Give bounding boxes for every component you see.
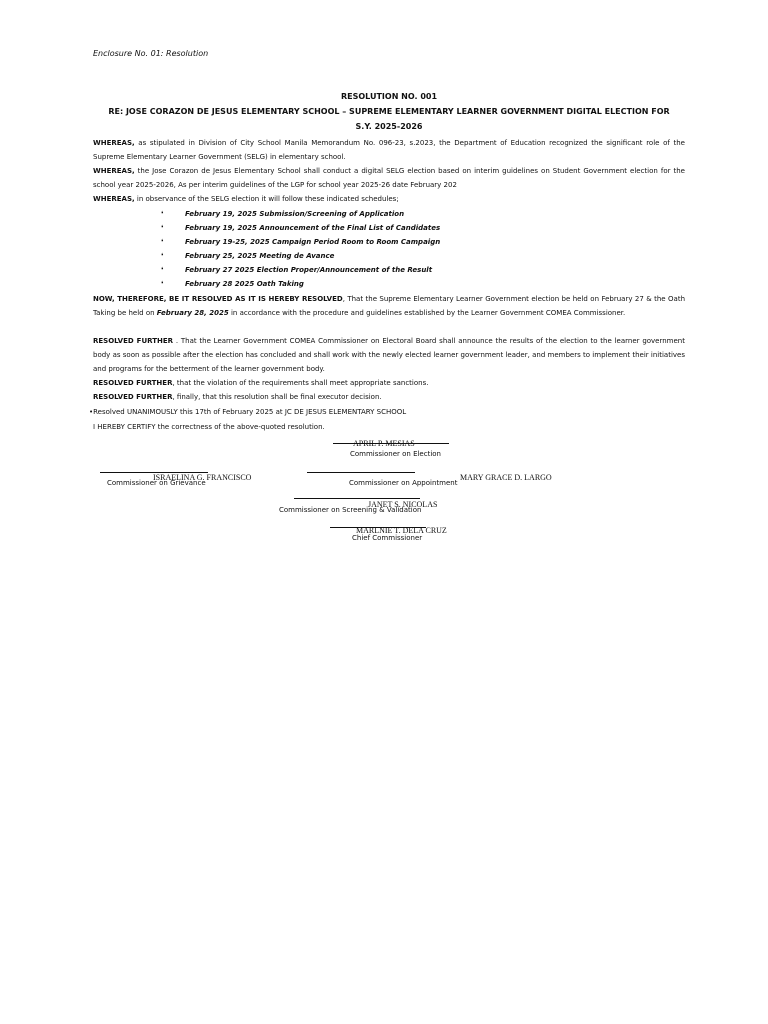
resolved-text: , finally, that this resolution shall be final executor decision.	[172, 393, 382, 401]
resolved-further-paragraph-3	[93, 390, 685, 404]
signatory-name: APRIL P. MESIAS	[353, 439, 415, 448]
resolution-school-year: S.Y. 2025-2026	[355, 122, 423, 131]
signatory-name: ISRAELINA G. FRANCISCO	[153, 473, 252, 482]
whereas-lead: WHEREAS,	[93, 195, 135, 203]
signatory-name: MARLNIE T. DELA CRUZ	[356, 526, 447, 535]
schedule-item-text: February 19-25, 2025 Campaign Period Room to Room Campaign	[185, 238, 441, 246]
whereas-paragraph-3	[93, 192, 685, 206]
certification-statement: I HEREBY CERTIFY the correctness of the above-quoted resolution.	[93, 423, 325, 431]
whereas-lead: WHEREAS,	[93, 167, 135, 175]
resolved-further-paragraph-2	[93, 376, 685, 390]
resolved-further-paragraph-1	[93, 334, 685, 376]
resolved-text: , that the violation of the requirements shall meet appropriate sanctions.	[172, 379, 429, 387]
resolved-lead: RESOLVED FURTHER	[93, 393, 173, 401]
schedule-item-text: February 19, 2025 Announcement of the Final List of Candidates	[185, 224, 441, 232]
signatory-name: JANET S. NICOLAS	[368, 500, 438, 509]
schedule-item-text: February 19, 2025 Submission/Screening of Application	[185, 210, 405, 218]
resolution-number: RESOLUTION NO. 001	[340, 92, 438, 101]
bullet-icon: ❛	[161, 280, 164, 288]
schedule-item	[161, 221, 440, 235]
schedule-item	[161, 277, 304, 291]
resolved-lead: RESOLVED FURTHER	[93, 337, 174, 345]
schedule-item	[161, 249, 334, 263]
now-therefore-text: , That the Supreme Elementary Learner Government election be held on February 27 & the Oath Taking be held on	[93, 295, 686, 317]
oath-date: February 28, 2025	[156, 309, 229, 317]
resolved-lead: RESOLVED FURTHER	[93, 379, 173, 387]
schedule-item-text: February 27 2025 Election Proper/Announcement of the Result	[185, 266, 433, 274]
whereas-text: as stipulated in Division of City School Manila Memorandum No. 096-23, s.2023, the Department of Education recognized the significant role of the Supreme Elementary Learner Government (SELG) in elementary school.	[93, 139, 685, 161]
bullet-icon: ❛	[161, 210, 164, 218]
schedule-item-text: February 25, 2025 Meeting de Avance	[185, 252, 335, 260]
signatory-role: Commissioner on Appointment	[349, 479, 458, 487]
signatory-role: Commissioner on Election	[350, 450, 441, 458]
bullet-icon: ❛	[161, 224, 164, 232]
bullet-icon: ❛	[161, 238, 164, 246]
schedule-item	[161, 263, 432, 277]
schedule-item	[161, 235, 440, 249]
signatory-role: Commissioner on Grievance	[107, 479, 206, 487]
now-therefore-lead: NOW, THEREFORE, BE IT RESOLVED AS IT IS HEREBY RESOLVED	[93, 295, 343, 303]
bullet-icon: ❛	[161, 266, 164, 274]
signatory-role: Commissioner on Screening & Validation	[279, 506, 422, 514]
whereas-text: in observance of the SELG election it will follow these indicated schedules;	[134, 195, 399, 203]
whereas-paragraph-1	[93, 136, 685, 164]
resolution-subject: RE: JOSE CORAZON DE JESUS ELEMENTARY SCHOOL – SUPREME ELEMENTARY LEARNER GOVERNMENT DIGITAL ELECTION FOR	[108, 107, 670, 116]
signature-line	[307, 472, 415, 473]
now-therefore-paragraph	[93, 292, 685, 320]
schedule-item	[161, 207, 404, 221]
signature-line	[294, 498, 420, 499]
whereas-lead: WHEREAS,	[93, 139, 135, 147]
whereas-paragraph-2	[93, 164, 685, 192]
signatory-name: MARY GRACE D. LARGO	[460, 473, 552, 482]
whereas-text: the Jose Corazon de Jesus Elementary School shall conduct a digital SELG election based on interim guidelines on Student Government election for the school year 2025-2026, As per interim guidelines of the LGP for school year 2025-26 date February 202	[93, 167, 685, 189]
bullet-icon: ❛	[161, 252, 164, 260]
schedule-item-text: February 28 2025 Oath Taking	[185, 280, 304, 288]
unanimous-statement: •Resolved UNANIMOUSLY this 17th of February 2025 at JC DE JESUS ELEMENTARY SCHOOL	[89, 408, 407, 416]
enclosure-label: Enclosure No. 01: Resolution	[93, 49, 209, 58]
resolved-text: . That the Learner Government COMEA Commissioner on Electoral Board shall announce the results of the election to the learner government body as soon as possible after the election has concluded and shall work with the newly elected learner government leader, and members to implement their initiatives and programs for the betterment of the learner government body.	[93, 337, 685, 373]
now-therefore-text-2: in accordance with the procedure and guidelines established by the Learner Government COMEA Commissioner.	[228, 309, 626, 317]
signatory-role: Chief Commissioner	[352, 534, 423, 542]
